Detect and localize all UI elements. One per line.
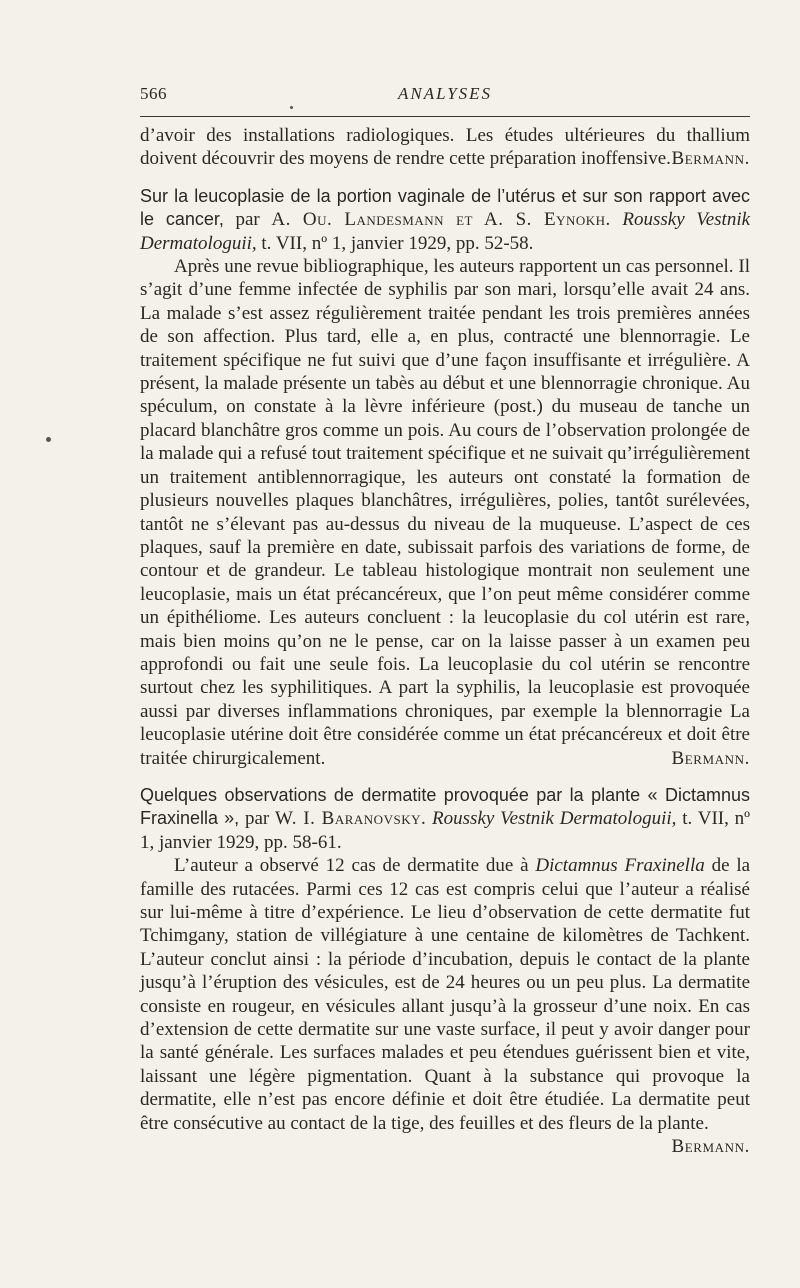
article1-journal: Roussky Vestnik Dermatologuii, <box>140 209 751 254</box>
header-rule <box>140 116 750 117</box>
article2-authors: W. I. Baranovsky. <box>275 808 427 830</box>
article2-title: Quelques observations de dermatite provoquée par la plante « Dictamnus Fraxinella », <box>140 784 750 829</box>
page-content <box>140 124 750 1158</box>
article1-body-text: Après une revue bibliographique, les auteurs rapportent un cas personnel. Il s’agit d’une femme infectée de syphilis par son mari, lorsqu’elle avait 24 ans. La malade s’est assez régulièrement traitée pendant les trois premières années de son affection. Plus tard, elle a, en plus, contracté une blennorragie. Le traitement spécifique ne fut suivi que d’une façon insuffisante et irrégulière. A présent, la malade présente un tabès au début et une blennorragie chronique. Au spéculum, on constate à la lèvre inférieure (post.) du museau de tanche un placard blanchâtre gros comme un pois. Au cours de l’observation prolongée de la malade qui a refusé tout traitement spécifique et ne suivait qu’irrégulièrement un traitement antiblennorragique, les auteurs ont constaté la formation de plusieurs nouvelles plaques blanchâtres, irrégulières, polies, tantôt surélevées, tantôt ne s’élevant pas au-dessus du niveau de la muqueuse. L’aspect de ces plaques, sauf la première en date, subissait parfois des variations de forme, de contour et de grandeur. Le tableau histologique montrait non seulement une leucoplasie, mais un état précancéreux, que l’on peut même considérer comme un épithéliome. Les auteurs concluent : la leucoplasie du col utérin est rare, mais bien moins qu’on ne le pense, car on la laisse passer à un examen peu approfondi ou fait une seule fois. La leucoplasie du col utérin se rencontre surtout chez les syphilitiques. A part la syphilis, la leucoplasie est provoquée aussi par diverses inflammations chroniques, par exemple la blennorragie La leucoplasie utérine doit être considérée comme un état précancéreux et doit être traitée chirurgicalement. <box>140 256 750 769</box>
article1-reference: t. VII, nº 1, janvier 1929, pp. 52-58. <box>261 232 534 254</box>
article1-title: Sur la leucoplasie de la portion vaginale de l’utérus et sur son rapport avec le cancer, <box>140 185 750 230</box>
intro-paragraph <box>140 124 750 171</box>
article2-body <box>140 854 751 1158</box>
page-number: 566 <box>140 84 167 103</box>
intro-text: d’avoir des installations radiologiques. Les études ultérieures du thallium doivent découvrir des moyens de rendre cette préparation inoffensive. <box>140 125 750 170</box>
article2-signature: Bermann. <box>671 1136 750 1158</box>
article1-par: par <box>235 209 260 231</box>
article2-journal: Roussky Vestnik Dermatologuii, <box>432 808 677 830</box>
article1-signature: Bermann. <box>671 747 750 769</box>
print-speck <box>46 437 51 442</box>
article2-par: par <box>244 808 270 830</box>
article2-reference: t. VII, nº 1, janvier 1929, pp. 58-61. <box>140 808 751 853</box>
article1-heading <box>140 185 750 255</box>
article2-body-text: de la famille des rutacées. Parmi ces 12 cas est compris celui que l’auteur a réalisé sur lui-même à titre d’expérience. Le lieu d’observation de cette dermatite fut Tchimgany, station de villégiature à une centaine de kilomètres de Tachkent. L’auteur conclut ainsi : la période d’incubation, depuis le contact de la plante jusqu’à l’éruption des vésicules, est de 24 heures ou un peu plus. La dermatite consiste en rougeur, en vésicules allant jusqu’à la grosseur d’une noix. En cas d’extension de cette dermatite sur une vaste surface, il peut y avoir danger pour la santé générale. Les surfaces malades et peu étendues guérissent bien et vite, laissant une légère pigmentation. Quant à la substance qui provoque la dermatite, elle n’est pas encore définie et doit être étudiée. La dermatite peut être consécutive au contact de la tige, des feuilles et des fleurs de la plante. <box>140 855 751 1134</box>
running-title: ANALYSES <box>397 84 493 103</box>
article1-body <box>140 255 750 770</box>
article2-body-intro: L’auteur a observé 12 cas de dermatite due à <box>174 855 529 877</box>
print-speck <box>290 106 293 109</box>
article2-heading <box>140 784 750 854</box>
intro-signature: Bermann. <box>671 148 750 170</box>
article1-authors: A. Ou. Landesmann et A. S. Eynokh. <box>271 209 611 231</box>
article2-plant-name: Dictamnus Fraxinella <box>535 855 705 877</box>
page-header <box>140 84 750 114</box>
